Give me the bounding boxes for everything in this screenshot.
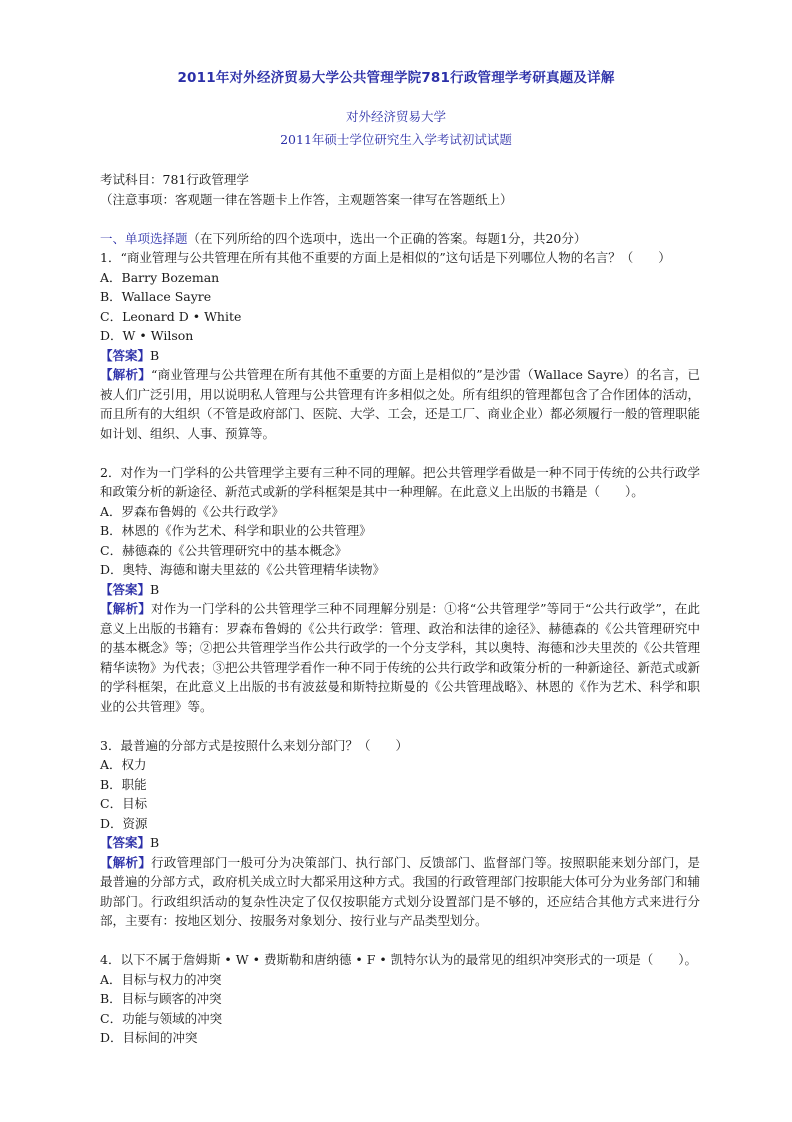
explanation-text: 对作为一门学科的公共管理学三种不同理解分别是：①将“公共管理学”等同于“公共行政学”，在此意义上出版的书籍有：罗森布鲁姆的《公共行政学：管理、政治和法律的途径》、赫德森的《公共管理研究中的基本概念》等；②把公共管理学当作公共行政学的一个分支学科，其以奥特、海德和沙夫里茨的《公共管理精华读物》为代表；③把公共管理学看作一种不同于传统的公共行政学和政策分析的一种新途径、新范式或新的学科框架，在此意义上出版的书有波兹曼和斯特拉斯曼的《公共管理战略》、林恩的《作为艺术、科学和职业的公共管理》等。 <box>100 601 701 714</box>
question-4 <box>100 950 700 1048</box>
explanation-tag: 【解析】 <box>100 854 152 870</box>
option-b: B．Wallace Sayre <box>100 289 212 304</box>
question-stem: 1．“商业管理与公共管理在所有其他不重要的方面上是相似的”这句话是下列哪位人物的名言？（ ） <box>100 250 671 265</box>
option-a: A．罗森布鲁姆的《公共行政学》 <box>100 503 285 519</box>
question-stem: 2．对作为一门学科的公共管理学主要有三种不同的理解。把公共管理学看做是一种不同于传统的公共行政学和政策分析的新途径、新范式或新的学科框架是其中一种理解。在此意义上出版的书籍是（ ）。 <box>100 464 700 499</box>
explanation <box>100 365 700 443</box>
explanation-tag: 【解析】 <box>100 367 151 382</box>
answer-tag: 【答案】 <box>100 835 151 850</box>
answer-tag: 【答案】 <box>100 581 151 597</box>
question-stem: 4．以下不属于詹姆斯 • W • 费斯勒和唐纳德 • F • 凯特尔认为的最常见的组织冲突形式的一项是（ ）。 <box>100 952 698 967</box>
answer-line <box>100 580 700 600</box>
option-a: A．权力 <box>100 757 147 772</box>
answer-value: B <box>150 347 160 363</box>
answer-value: B <box>150 581 160 597</box>
explanation-tag: 【解析】 <box>100 601 151 616</box>
option-c: C．目标 <box>100 796 148 811</box>
explanation <box>100 853 700 931</box>
section-instruction: （在下列所给的四个选项中，选出一个正确的答案。每题1分，共20分） <box>187 230 587 246</box>
explanation-text: “商业管理与公共管理在所有其他不重要的方面上是相似的”是沙雷（Wallace Sayre）的名言，已被人们广泛引用，用以说明私人管理与公共管理有许多相似之处。所有组织的管理都包含了合作团体的活动，而且所有的大组织（不管是政府部门、医院、大学、工会，还是工厂、商业企业）都必须履行一般的管理职能如计划、组织、人事、预算等。 <box>100 367 701 441</box>
option-d: D．目标间的冲突 <box>100 1030 198 1045</box>
exam-name: 2011年硕士学位研究生入学考试初试试题 <box>280 132 512 147</box>
option-b: B．林恩的《作为艺术、科学和职业的公共管理》 <box>100 523 372 538</box>
question-2 <box>100 463 700 717</box>
option-c: C．Leonard D • White <box>100 308 242 324</box>
university-name: 对外经济贸易大学 <box>345 109 446 124</box>
option-c: C．赫德森的《公共管理研究中的基本概念》 <box>100 542 348 558</box>
explanation <box>100 599 700 716</box>
question-1 <box>100 248 700 443</box>
answer-line <box>100 833 700 853</box>
document-title: 2011年对外经济贸易大学公共管理学院781行政管理学考研真题及详解 <box>177 70 615 86</box>
option-d: D．W • Wilson <box>100 328 194 343</box>
option-d: D．奥特、海德和谢夫里兹的《公共管理精华读物》 <box>100 562 386 577</box>
exam-subject: 考试科目：781行政管理学 <box>100 172 249 187</box>
option-b: B．目标与顾客的冲突 <box>100 991 222 1006</box>
section-heading <box>100 229 700 249</box>
answer-line <box>100 346 700 366</box>
option-a: A．目标与权力的冲突 <box>100 971 222 987</box>
explanation-text: 行政管理部门一般可分为决策部门、执行部门、反馈部门、监督部门等。按照职能来划分部门，是最普遍的分部方式，政府机关成立时大都采用这种方式。我国的行政管理部门按职能大体可分为业务部门和辅助部门。行政组织活动的复杂性决定了仅仅按职能方式划分设置部门是不够的，还应结合其他方式来进行分部，主要有：按地区划分、按服务对象划分、按行业与产品类型划分。 <box>100 854 701 928</box>
option-d: D．资源 <box>100 815 148 831</box>
question-3 <box>100 736 700 931</box>
answer-tag: 【答案】 <box>100 347 151 363</box>
option-c: C．功能与领域的冲突 <box>100 1010 223 1026</box>
document-body <box>100 170 700 1048</box>
exam-notice: （注意事项：客观题一律在答题卡上作答，主观题答案一律写在答题纸上） <box>100 191 513 207</box>
section-label: 一、单项选择题 <box>100 230 188 246</box>
answer-value: B <box>150 835 160 850</box>
option-b: B．职能 <box>100 776 147 792</box>
option-a: A．Barry Bozeman <box>100 269 220 285</box>
question-stem: 3．最普遍的分部方式是按照什么来划分部门？（ ） <box>100 737 408 753</box>
